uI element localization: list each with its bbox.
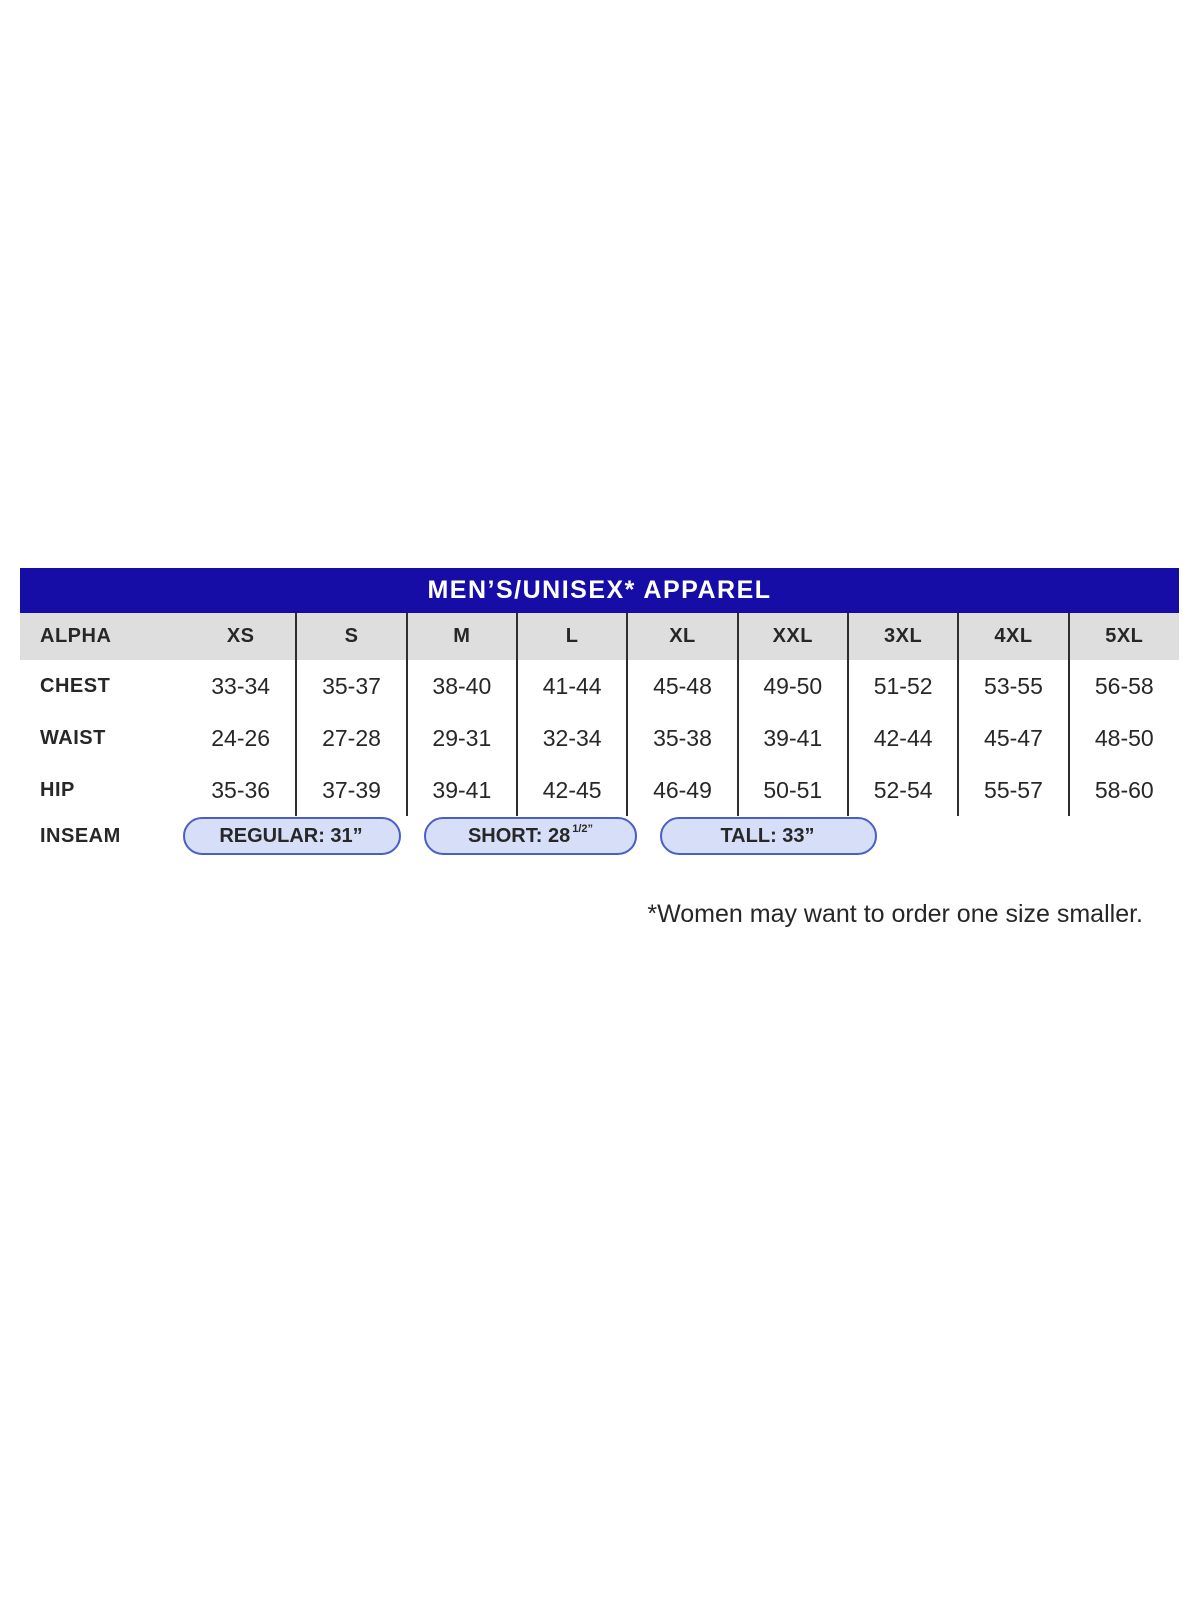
- size-cell: 45-48: [627, 660, 737, 712]
- column-header-xs: XS: [186, 613, 296, 660]
- size-cell: 42-45: [517, 764, 627, 816]
- size-cell: 58-60: [1069, 764, 1179, 816]
- column-header-alpha: ALPHA: [20, 613, 186, 660]
- size-cell: 35-36: [211, 776, 271, 803]
- inseam-pill-regular-label: REGULAR: 31”: [219, 824, 363, 847]
- size-cell: 45-47: [958, 712, 1068, 764]
- size-cell: 38-40: [407, 660, 517, 712]
- inseam-row: [20, 814, 1179, 858]
- inseam-pill-tall[interactable]: [660, 817, 877, 855]
- column-header-3xl: 3XL: [848, 613, 958, 660]
- inseam-pill-short[interactable]: [424, 817, 637, 855]
- chart-title: MEN’S/UNISEX* APPAREL: [427, 576, 772, 604]
- column-header-l: L: [517, 613, 627, 660]
- size-cell: 35-37: [296, 660, 406, 712]
- size-cell: 33-34: [211, 672, 271, 699]
- size-cell: 51-52: [848, 660, 958, 712]
- table-row-waist: [20, 712, 1179, 764]
- size-cell: 50-51: [738, 764, 848, 816]
- size-cell: 55-57: [958, 764, 1068, 816]
- inseam-pill-tall-label: TALL: 33”: [720, 824, 815, 847]
- column-header-s: S: [296, 613, 406, 660]
- size-cell: 27-28: [296, 712, 406, 764]
- row-label-waist: WAIST: [40, 726, 106, 749]
- size-cell: 42-44: [848, 712, 958, 764]
- inseam-pill-short-sup: 1/2”: [572, 823, 594, 835]
- column-header-4xl: 4XL: [958, 613, 1068, 660]
- size-cell: 39-41: [407, 764, 517, 816]
- size-table: [20, 613, 1179, 816]
- size-cell: 46-49: [627, 764, 737, 816]
- row-label-inseam: INSEAM: [40, 824, 121, 847]
- size-chart: [20, 568, 1179, 929]
- inseam-pill-short-label: SHORT: 28: [467, 824, 571, 847]
- column-header-xxl: XXL: [738, 613, 848, 660]
- size-cell: 52-54: [848, 764, 958, 816]
- row-label-chest: CHEST: [40, 674, 111, 697]
- column-header-row: [20, 613, 1179, 660]
- column-header-m: M: [407, 613, 517, 660]
- size-cell: 49-50: [738, 660, 848, 712]
- column-header-5xl: 5XL: [1069, 613, 1179, 660]
- size-cell: 39-41: [738, 712, 848, 764]
- inseam-pill-regular[interactable]: [183, 817, 401, 855]
- column-header-xl: XL: [627, 613, 737, 660]
- size-cell: 41-44: [517, 660, 627, 712]
- size-cell: 35-38: [627, 712, 737, 764]
- chart-title-bar: [20, 568, 1179, 613]
- table-row-hip: [20, 764, 1179, 816]
- size-cell: 53-55: [958, 660, 1068, 712]
- size-cell: 32-34: [517, 712, 627, 764]
- size-cell: 37-39: [296, 764, 406, 816]
- size-cell: 56-58: [1069, 660, 1179, 712]
- row-label-hip: HIP: [40, 778, 75, 801]
- footnote: *Women may want to order one size smaller.: [647, 900, 1143, 928]
- size-cell: 48-50: [1069, 712, 1179, 764]
- size-cell: 29-31: [407, 712, 517, 764]
- table-row-chest: [20, 660, 1179, 712]
- size-cell: 24-26: [211, 724, 271, 751]
